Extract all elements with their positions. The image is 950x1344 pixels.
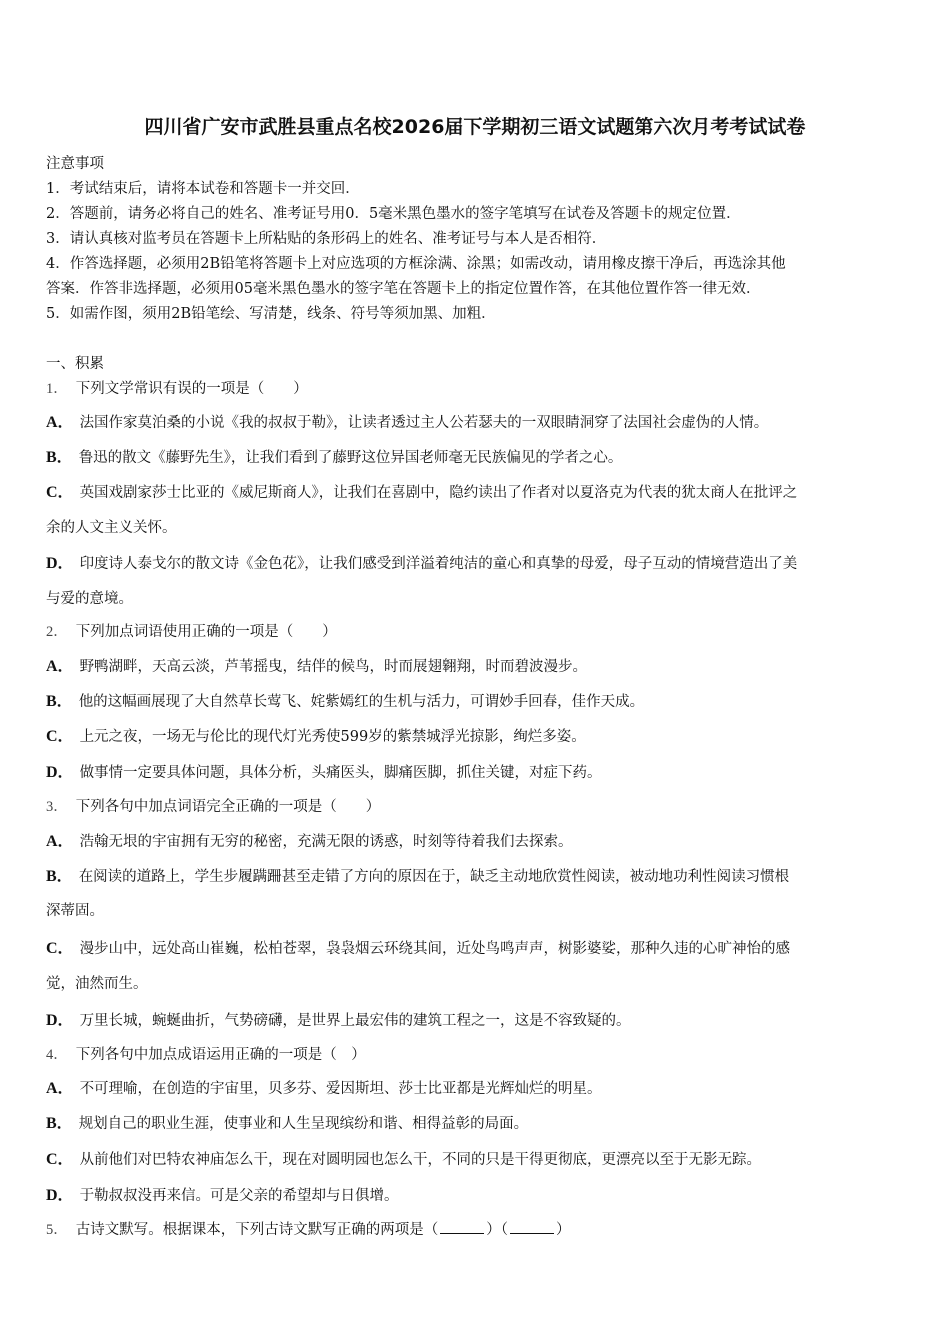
option-text: 从前他们对巴特农神庙怎么干，现在对圆明园也怎么干，不同的只是干得更彻底，更漂亮以至于无影无踪。 bbox=[79, 1152, 762, 1168]
question-4-stem bbox=[46, 1043, 366, 1064]
notice-item: 4．作答选择题，必须用2B铅笔将答题卡上对应选项的方框涂满、涂黑；如需改动，请用橡皮擦干净后，再选涂其他 bbox=[46, 256, 786, 272]
option-text: 鲁迅的散文《藤野先生》，让我们看到了藤野这位异国老师毫无民族偏见的学者之心。 bbox=[78, 450, 623, 466]
option-letter: D． bbox=[46, 555, 74, 572]
option-text: 做事情一定要具体问题，具体分析，头痛医头，脚痛医脚，抓住关键，对症下药。 bbox=[79, 765, 602, 781]
option-letter: A． bbox=[46, 414, 74, 431]
notice-item: 5．如需作图，须用2B铅笔绘、写清楚，线条、符号等须加黑、加粗． bbox=[46, 306, 496, 322]
option-letter: A． bbox=[46, 658, 74, 675]
option-text: 他的这幅画展现了大自然草长莺飞、姹紫嫣红的生机与活力，可谓妙手回春，佳作天成。 bbox=[78, 694, 645, 710]
option-text: 野鸭湖畔，天高云淡，芦苇摇曳，结伴的候鸟，时而展翅翱翔，时而碧波漫步。 bbox=[79, 659, 588, 675]
notice-item: 1．考试结束后，请将本试卷和答题卡一并交回． bbox=[46, 181, 360, 197]
option-1c bbox=[46, 479, 797, 502]
option-text: 不可理喻，在创造的宇宙里，贝多芬、爱因斯坦、莎士比亚都是光辉灿烂的明星。 bbox=[79, 1081, 602, 1097]
page-title: 四川省广安市武胜县重点名校2026届下学期初三语文试题第六次月考考试试卷 bbox=[144, 116, 806, 138]
question-number: 3． bbox=[46, 799, 68, 815]
question-number: 4． bbox=[46, 1047, 68, 1063]
option-letter: D． bbox=[46, 1012, 74, 1029]
option-3c bbox=[46, 935, 790, 958]
question-number: 1． bbox=[46, 381, 68, 397]
option-text: 法国作家莫泊桑的小说《我的叔叔于勒》，让读者透过主人公若瑟夫的一双眼睛洞穿了法国社会虚伪的人情。 bbox=[79, 415, 769, 431]
section-heading: 一、积累 bbox=[46, 356, 104, 372]
option-letter: C． bbox=[46, 940, 74, 957]
question-text: 古诗文默写。根据课本，下列古诗文默写正确的两项是（ bbox=[75, 1222, 439, 1238]
option-text: 漫步山中，远处高山崔巍，松柏苍翠，袅袅烟云环绕其间，近处鸟鸣声声，树影婆娑，那种久违的心旷神怡的感 bbox=[79, 941, 791, 957]
option-1d-continued: 与爱的意境。 bbox=[46, 591, 133, 607]
option-text: 于勒叔叔没再来信。可是父亲的希望却与日俱增。 bbox=[79, 1188, 399, 1204]
question-text: 下列各句中加点词语完全正确的一项是（ ） bbox=[75, 799, 381, 815]
answer-blank[interactable] bbox=[440, 1223, 484, 1234]
question-text: 下列加点词语使用正确的一项是（ ） bbox=[75, 624, 337, 640]
question-number: 5． bbox=[46, 1222, 68, 1238]
option-1c-continued: 余的人文主义关怀。 bbox=[46, 520, 177, 536]
option-3b-continued: 深蒂固。 bbox=[46, 903, 104, 919]
option-text: 印度诗人泰戈尔的散文诗《金色花》，让我们感受到洋溢着纯洁的童心和真挚的母爱，母子互动的情境营造出了美 bbox=[79, 556, 798, 572]
option-2d bbox=[46, 759, 602, 782]
option-2c bbox=[46, 723, 586, 746]
question-2-stem bbox=[46, 620, 337, 641]
option-1d bbox=[46, 550, 797, 573]
option-letter: B． bbox=[46, 1115, 73, 1132]
option-letter: C． bbox=[46, 1151, 74, 1168]
answer-blank[interactable] bbox=[510, 1223, 554, 1234]
option-1a bbox=[46, 409, 768, 432]
question-5-stem bbox=[46, 1218, 571, 1239]
notice-heading: 注意事项 bbox=[46, 156, 104, 172]
option-3d bbox=[46, 1007, 631, 1030]
option-4d bbox=[46, 1182, 399, 1205]
option-letter: C． bbox=[46, 484, 74, 501]
option-text: 上元之夜，一场无与伦比的现代灯光秀使599岁的紫禁城浮光掠影，绚烂多姿。 bbox=[79, 729, 586, 745]
question-text: 下列文学常识有误的一项是（ ） bbox=[75, 381, 308, 397]
option-text: 浩翰无垠的宇宙拥有无穷的秘密，充满无限的诱惑，时刻等待着我们去探索。 bbox=[79, 834, 573, 850]
option-letter: B． bbox=[46, 693, 73, 710]
option-1b bbox=[46, 444, 622, 467]
option-3a bbox=[46, 828, 573, 851]
option-4c bbox=[46, 1146, 761, 1169]
option-letter: A． bbox=[46, 833, 74, 850]
notice-item: 2．答题前，请务必将自己的姓名、准考证号用0．5毫米黑色墨水的签字笔填写在试卷及答题卡的规定位置． bbox=[46, 206, 741, 222]
option-4b bbox=[46, 1110, 528, 1133]
option-text: 万里长城，蜿蜒曲折，气势磅礴，是世界上最宏伟的建筑工程之一，这是不容致疑的。 bbox=[79, 1013, 631, 1029]
option-text: 英国戏剧家莎士比亚的《威尼斯商人》，让我们在喜剧中，隐约读出了作者对以夏洛克为代表的犹太商人在批评之 bbox=[79, 485, 798, 501]
notice-item: 答案．作答非选择题，必须用05毫米黑色墨水的签字笔在答题卡上的指定位置作答，在其他位置作答一律无效． bbox=[46, 281, 761, 297]
option-2b bbox=[46, 688, 644, 711]
option-letter: C． bbox=[46, 728, 74, 745]
option-4a bbox=[46, 1075, 602, 1098]
option-text: 规划自己的职业生涯，使事业和人生呈现缤纷和谐、相得益彰的局面。 bbox=[78, 1116, 529, 1132]
option-text: 在阅读的道路上，学生步履蹒跚甚至走错了方向的原因在于，缺乏主动地欣赏性阅读，被动地功利性阅读习惯根 bbox=[78, 869, 790, 885]
notice-item: 3．请认真核对监考员在答题卡上所粘贴的条形码上的姓名、准考证号与本人是否相符． bbox=[46, 231, 607, 247]
option-2a bbox=[46, 653, 587, 676]
option-letter: D． bbox=[46, 1187, 74, 1204]
question-text-mid: ）（ bbox=[486, 1222, 508, 1238]
option-letter: B． bbox=[46, 868, 73, 885]
question-1-stem bbox=[46, 377, 308, 398]
question-number: 2． bbox=[46, 624, 68, 640]
question-text-end: ） bbox=[556, 1222, 571, 1238]
question-text: 下列各句中加点成语运用正确的一项是（ ） bbox=[75, 1047, 366, 1063]
question-3-stem bbox=[46, 795, 380, 816]
option-3b bbox=[46, 863, 789, 886]
option-letter: B． bbox=[46, 449, 73, 466]
option-letter: A． bbox=[46, 1080, 74, 1097]
option-letter: D． bbox=[46, 764, 74, 781]
option-3c-continued: 觉，油然而生。 bbox=[46, 976, 148, 992]
